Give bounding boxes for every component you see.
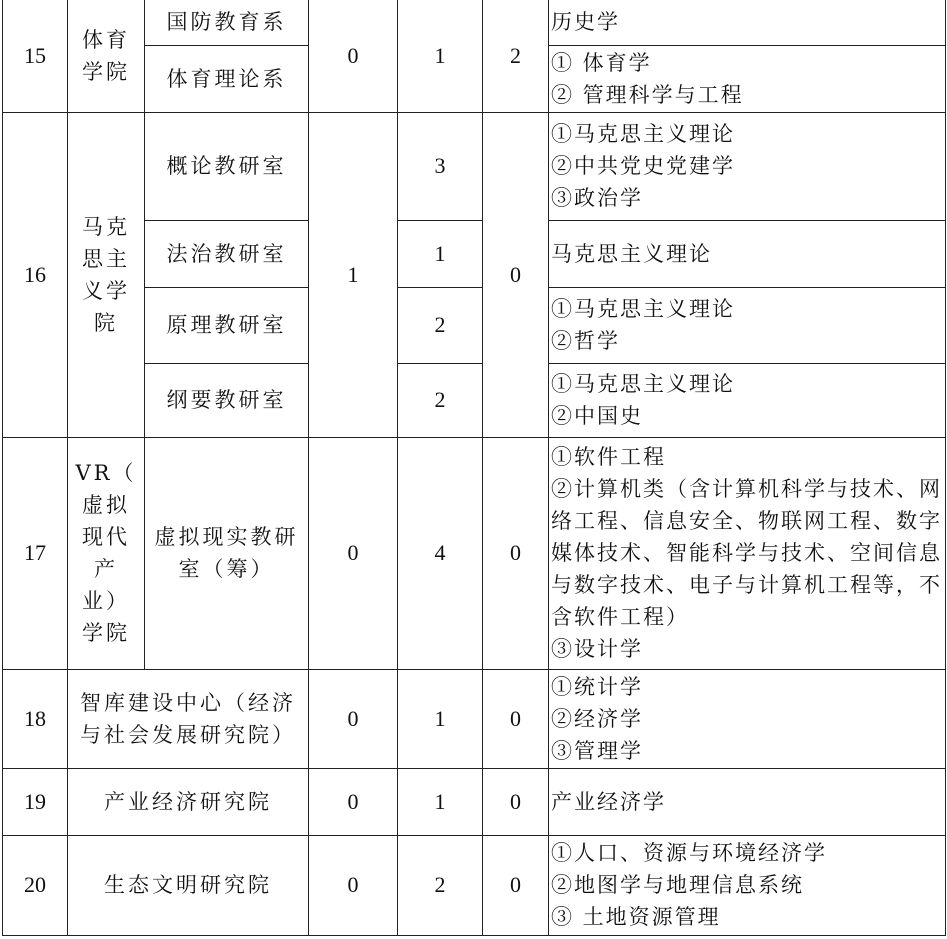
count-c: 0 (483, 112, 549, 437)
major-cell (549, 287, 946, 363)
table-row (3, 287, 946, 363)
major-cell (549, 220, 946, 287)
subunit-name: 体育理论系 (145, 45, 309, 112)
text-line: 思主 (82, 246, 130, 271)
count-c: 0 (483, 768, 549, 835)
count-a: 0 (309, 669, 398, 768)
subunit-name: 原理教研室 (145, 287, 309, 363)
major-item: ①马克思主义理论 (551, 297, 735, 321)
count-b: 2 (398, 363, 483, 437)
row-number: 17 (3, 437, 68, 669)
text-line: 虚拟现实教研 (154, 525, 299, 549)
unit-name: 产业经济研究院 (68, 768, 309, 835)
major-item: ②经济学 (551, 706, 643, 731)
table-row (3, 220, 946, 287)
major-item: 马克思主义理论 (551, 241, 712, 266)
subunit-name: 法治教研室 (145, 220, 309, 287)
major-item: 产业经济学 (551, 789, 666, 814)
text-line: 现代 (82, 525, 130, 549)
major-item: ③政治学 (551, 186, 643, 210)
major-item: ②中共党史党建学 (551, 154, 735, 178)
count-a: 0 (309, 835, 398, 935)
major-cell (549, 669, 946, 768)
row-number: 18 (3, 669, 68, 768)
major-item: ①马克思主义理论 (551, 372, 735, 396)
count-a: 1 (309, 112, 398, 437)
text-line: 虚拟 (82, 493, 130, 517)
subunit-name (145, 437, 309, 669)
count-a: 0 (309, 437, 398, 669)
major-item: ①人口、资源与环境经济学 (551, 841, 827, 865)
row-number: 16 (3, 112, 68, 437)
major-cell (549, 363, 946, 437)
text-line: 室（筹） (178, 557, 275, 581)
row-number: 20 (3, 835, 68, 935)
major-item: ③设计学 (551, 637, 643, 661)
major-cell (549, 45, 946, 112)
table-row (3, 835, 946, 935)
count-b: 1 (398, 220, 483, 287)
count-c: 0 (483, 437, 549, 669)
major-item: ②中国史 (551, 404, 643, 428)
count-c: 0 (483, 669, 549, 768)
table-row (3, 112, 946, 220)
table-row (3, 768, 946, 835)
text-line: 体育 (82, 27, 130, 52)
subunit-name: 国防教育系 (145, 0, 309, 45)
major-item: 历史学 (551, 10, 620, 35)
major-item: ①软件工程 (551, 445, 666, 469)
count-b: 2 (398, 835, 483, 935)
text-line: VR（ (75, 461, 137, 485)
major-cell (549, 112, 946, 220)
college-name (68, 0, 145, 112)
major-cell (549, 437, 946, 669)
count-a: 0 (309, 768, 398, 835)
count-b: 3 (398, 112, 483, 220)
table-row (3, 363, 946, 437)
subunit-name: 概论教研室 (145, 112, 309, 220)
count-c: 2 (483, 0, 549, 112)
text-line: 学院 (82, 59, 130, 84)
recruitment-table (2, 0, 946, 936)
college-name (68, 437, 145, 669)
count-b: 4 (398, 437, 483, 669)
college-line (71, 211, 141, 339)
count-b: 1 (398, 0, 483, 112)
major-item: ②哲学 (551, 329, 620, 353)
text-line: 与社会发展研究院） (80, 722, 296, 747)
unit-line (71, 687, 305, 751)
count-c: 0 (483, 835, 549, 935)
major-cell (549, 835, 946, 935)
count-a: 0 (309, 0, 398, 112)
major-item: ③ 土地资源管理 (551, 905, 721, 929)
major-item: ① 体育学 (551, 50, 652, 75)
text-line: 业） (82, 589, 130, 613)
text-line: 学院 (82, 621, 130, 645)
major-cell (549, 0, 946, 45)
subunit-line (148, 521, 305, 585)
count-b: 2 (398, 287, 483, 363)
college-line (71, 24, 141, 88)
major-item: ③管理学 (551, 738, 643, 763)
text-line: 产 (94, 557, 118, 581)
unit-name (68, 669, 309, 768)
college-name (68, 112, 145, 437)
major-item: ②计算机类（含计算机科学与技术、网络工程、信息安全、物联网工程、数字媒体技术、智能科学与技术、空间信息与数字技术、电子与计算机工程等，不含软件工程） (551, 477, 942, 629)
major-cell (549, 768, 946, 835)
text-line: 马克 (82, 214, 130, 239)
college-line (71, 457, 141, 649)
major-item: ①统计学 (551, 674, 643, 699)
major-item: ①马克思主义理论 (551, 122, 735, 146)
text-line: 院 (94, 310, 118, 335)
table-row (3, 0, 946, 45)
text-line: 智库建设中心（经济 (80, 690, 296, 715)
count-b: 1 (398, 768, 483, 835)
subunit-name: 纲要教研室 (145, 363, 309, 437)
table-row (3, 669, 946, 768)
major-item: ② 管理科学与工程 (551, 82, 744, 107)
table-row (3, 437, 946, 669)
text-line: 义学 (82, 278, 130, 303)
major-item: ②地图学与地理信息系统 (551, 873, 804, 897)
unit-name: 生态文明研究院 (68, 835, 309, 935)
row-number: 19 (3, 768, 68, 835)
row-number: 15 (3, 0, 68, 112)
count-b: 1 (398, 669, 483, 768)
